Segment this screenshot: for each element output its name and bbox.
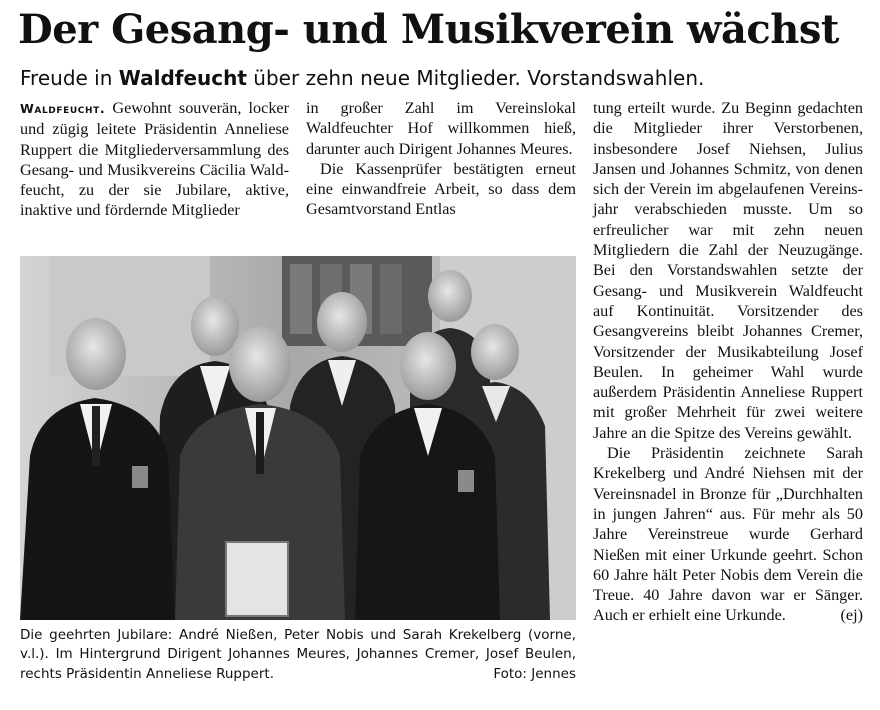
- subhead-pre: Freude in: [20, 66, 119, 90]
- article-subhead: [20, 64, 870, 92]
- author-signature: (ej): [840, 606, 863, 625]
- subhead-post: über zehn neue Mitglieder. Vorstandswahlen.: [246, 66, 705, 90]
- photo-credit: Foto: Jennes: [493, 665, 576, 682]
- article-headline: Der Gesang- und Musikverein wächst: [18, 6, 839, 53]
- column-2-paragraph-2: Die Kassenprüfer bestätigten erneut eine einwandfreie Arbeit, so dass dem Gesamtvorstand Entlas: [306, 159, 576, 219]
- photo-caption: [20, 626, 576, 684]
- group-photo-illustration: [20, 256, 576, 620]
- certificate-frame: [226, 542, 288, 616]
- column-1-text: Gewohnt souverän, locker und zügig leitete Präsidentin Anneliese Ruppert die Mitgliederversammlung des Gesang- und Musikvereins Cäcilia Waldfeucht, zu der sie Jubilare, aktive, inaktive und fördernde Mitglieder: [20, 99, 289, 220]
- dateline: Waldfeucht.: [20, 101, 106, 116]
- column-3-paragraph-1: tung erteilt wurde. Zu Beginn gedachten die Mitglieder ihrer Verstorbenen, insbesondere Josef Niehsen, Julius Jansen und Johannes Schmitz, von denen sich der Verein im abgelaufenen Vereinsjahr verabschieden musste. Um so erfreulicher war mit zehn neuen Mitgliedern die Zahl der Neuzugänge. Bei den Vorstandswahlen setzte der Gesang- und Musikverein Waldfeucht auf Kontinuität. Vorsitzender des Gesangvereins bleibt Johannes Cremer, Vorsitzender der Musikabteilung Josef Beulen. In geheimer Wahl wurde außerdem Präsidentin Anneliese Ruppert mit großer Mehrheit für zwei weitere Jahre an die Spitze des Vereins gewählt.: [593, 99, 863, 442]
- column-3-paragraph-2: [593, 443, 863, 626]
- article-column-1: [20, 98, 289, 221]
- article-column-2: [306, 98, 576, 220]
- column-2-paragraph-1: in großer Zahl im Vereinslokal Waldfeuchter Hof willkommen hieß, darunter auch Dirigent Johannes Meures.: [306, 99, 576, 158]
- column-1-paragraph: [20, 98, 289, 221]
- column-3-text: Die Präsidentin zeichnete Sarah Krekelberg und André Niehsen mit der Vereinsnadel in Bronze für „Durchhalten in jungen Jahren“ aus. Für mehr als 50 Jahre Vereinstreue wurde Gerhard Nießen mit einer Urkunde geehrt. Schon 60 Jahre hält Peter Nobis dem Verein die Treue. 40 Jahre davon war er Sänger. Auch er erhielt eine Urkunde.: [593, 444, 863, 625]
- article-column-3: [593, 98, 863, 626]
- subhead-place: Waldfeucht: [118, 66, 247, 90]
- group-photo: [20, 256, 576, 620]
- caption-text: Die geehrten Jubilare: André Nießen, Peter Nobis und Sarah Krekelberg (vorne, v.l.). Im Hintergrund Dirigent Johannes Meures, Johannes Cremer, Josef Beulen, rechts Präsidentin Anneliese Ruppert.: [20, 627, 576, 682]
